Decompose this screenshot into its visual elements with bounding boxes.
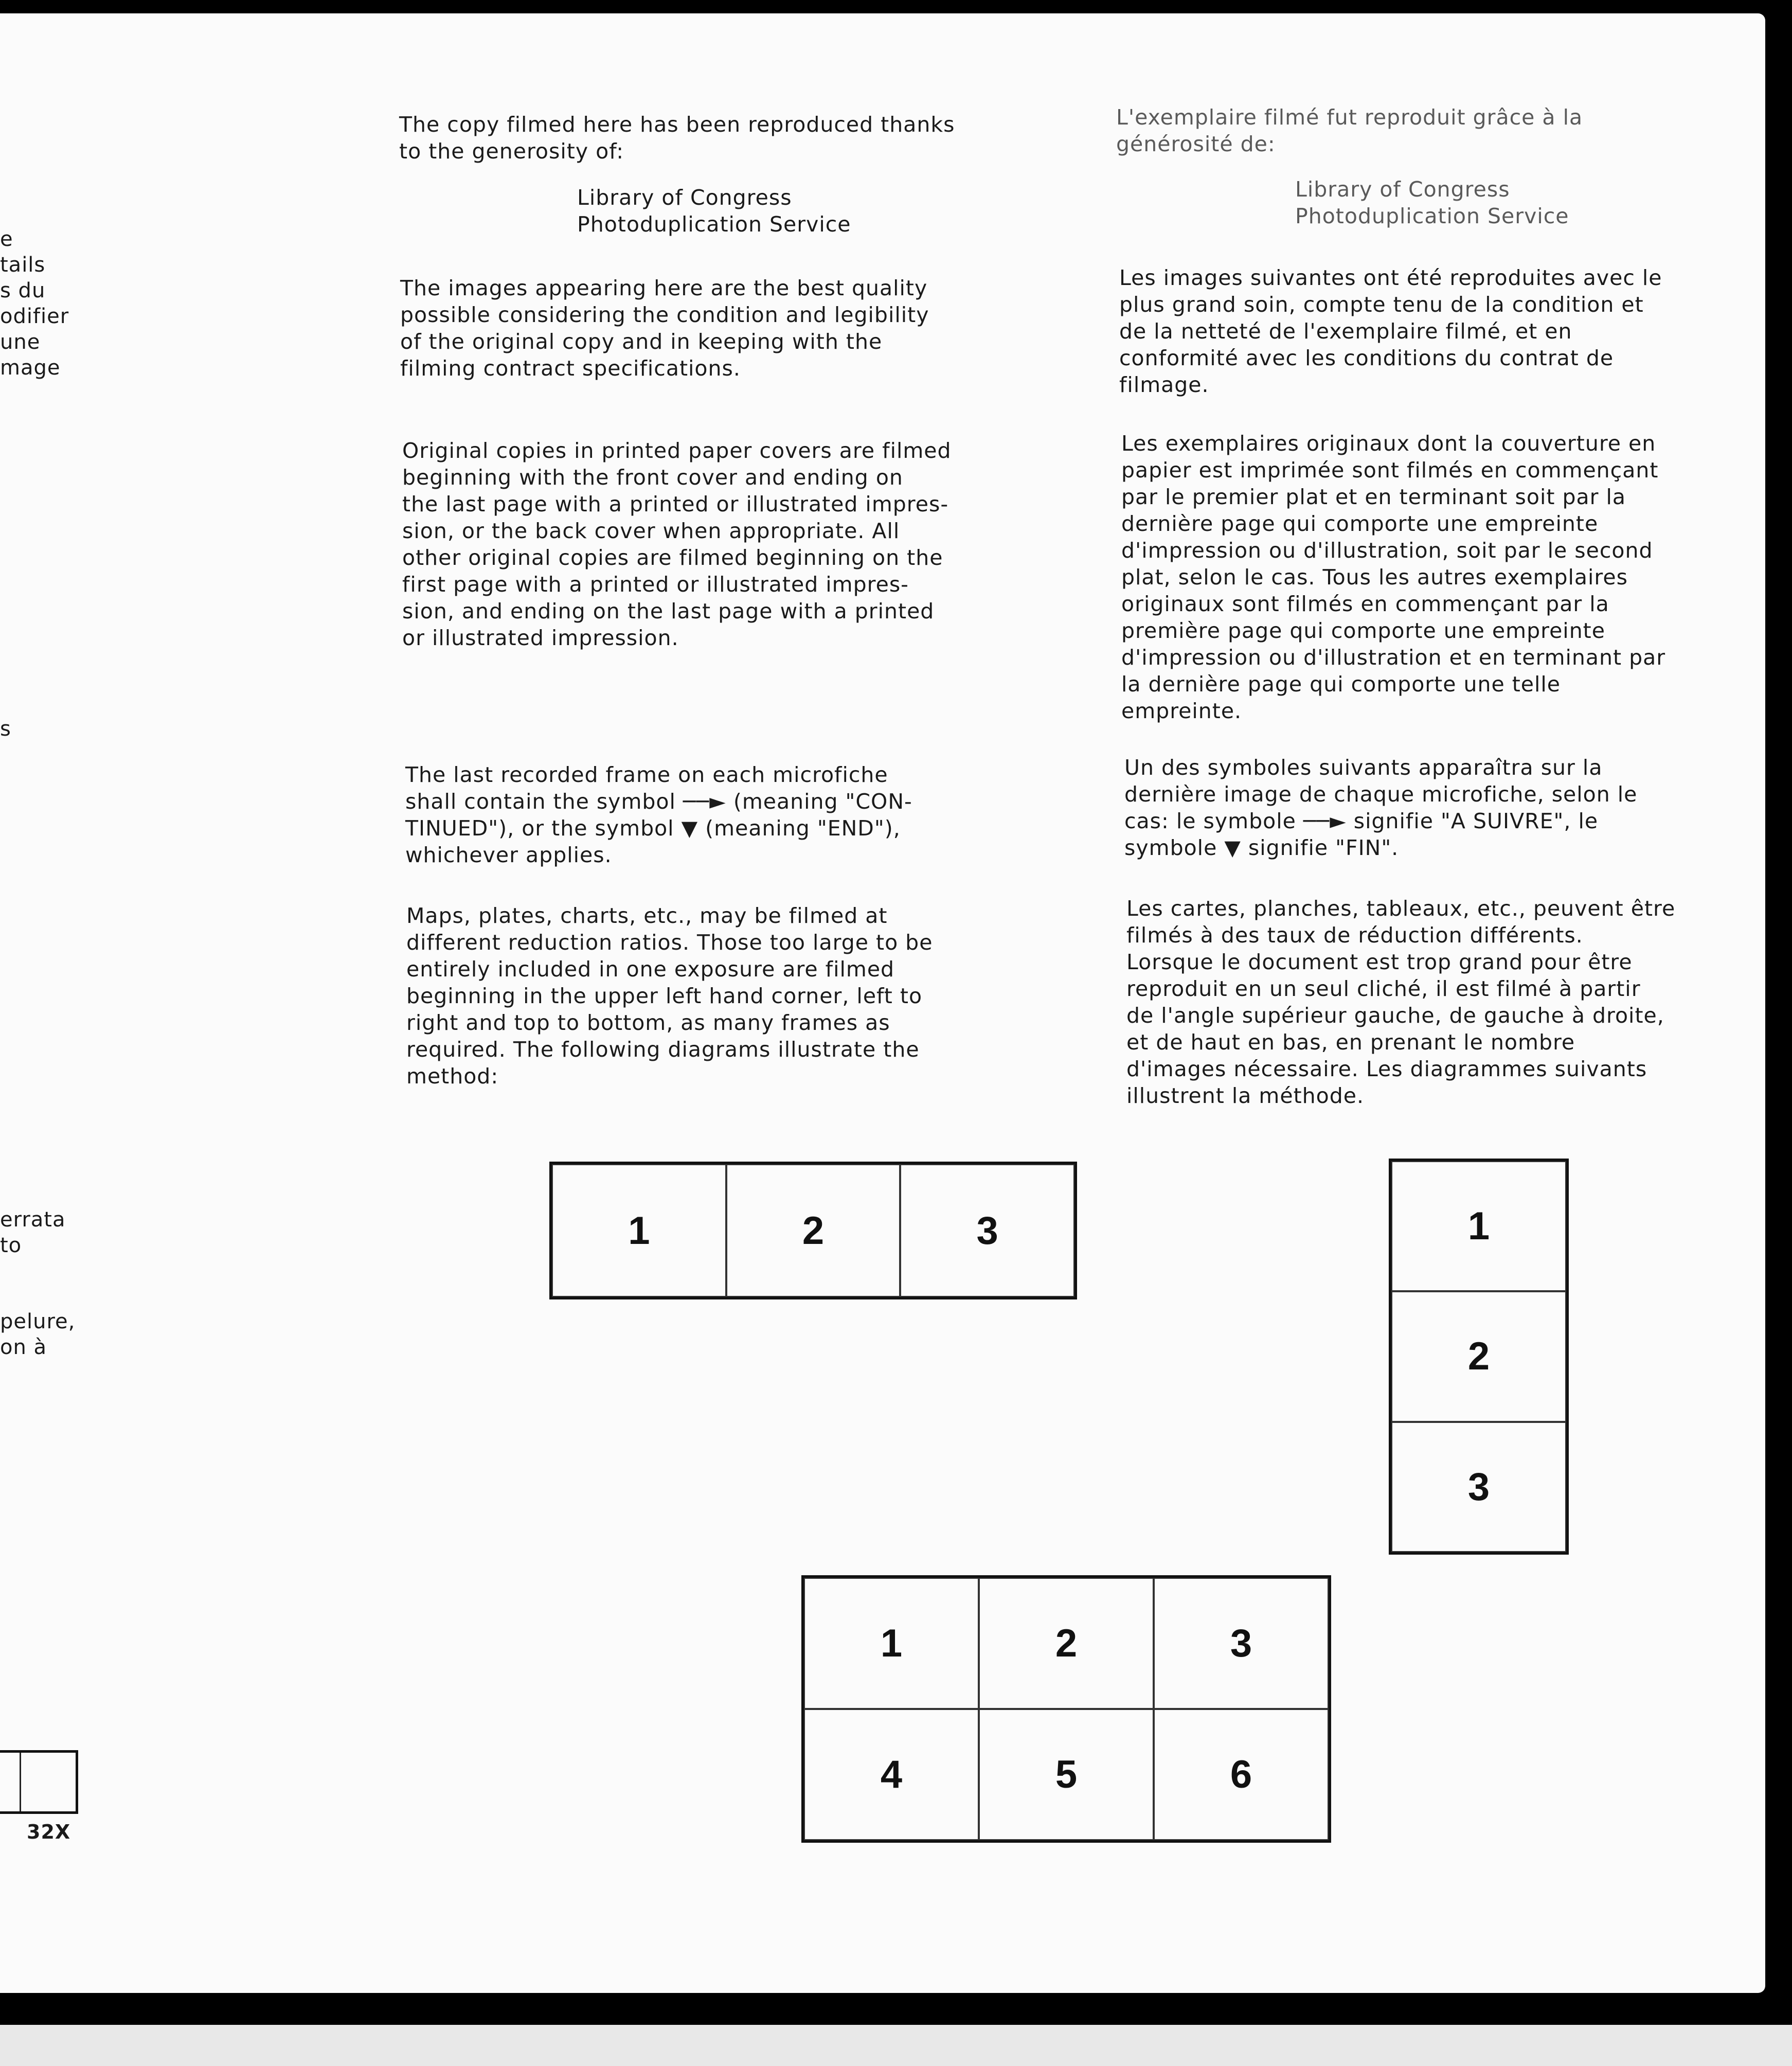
english-images-paragraph: The images appearing here are the best quality possible considering the condition and legibility of the original copy and in keeping with the filming contract specifications.: [400, 276, 929, 381]
frame-cell: 3: [900, 1164, 1074, 1297]
frame-cell: 4: [804, 1709, 979, 1840]
reduction-box: [0, 1750, 78, 1814]
frame-cell: 2: [726, 1164, 901, 1297]
english-covers-paragraph: Original copies in printed paper covers are filmed beginning with the front cover and ending on the last page with a printed or illustrated impres- sion, or the back cover when appropriate. All other original copies are filmed beginning on the first page with a printed or illustrated impres- sion, and ending on the last page with a printed or illustrated impression.: [402, 438, 952, 650]
left-fragment-lower: errata to: [0, 1208, 66, 1257]
left-fragment-middle: s: [0, 717, 11, 741]
diagram-horizontal-strip: [549, 1162, 1077, 1299]
frame-cell: 1: [1391, 1161, 1566, 1291]
diagram-grid: [801, 1575, 1331, 1843]
french-maps-paragraph: Les cartes, planches, tableaux, etc., peuvent être filmés à des taux de réduction différents. Lorsque le document est trop grand pour être reproduit en un seul cliché, il est filmé à partir de l'angle supérieur gauche, de gauche à droite, et de haut en bas, en prenant le nombre d'images nécessaire. Les diagrammes suivants illustrent la méthode.: [1126, 896, 1676, 1108]
left-fragment-lower2: pelure, on à: [0, 1310, 76, 1359]
french-images-paragraph: Les images suivantes ont été reproduites avec le plus grand soin, compte tenu de la condition et de la netteté de l'exemplaire filmé, et en conformité avec les conditions du contrat de filmage.: [1119, 265, 1662, 397]
frame-cell: 2: [1391, 1291, 1566, 1421]
reduction-label: 32X: [27, 1821, 71, 1843]
diagram-vertical-strip: [1389, 1159, 1569, 1555]
frame-cell: 3: [1154, 1578, 1329, 1709]
english-intro: The copy filmed here has been reproduced thanks to the generosity of:: [399, 112, 955, 164]
frame-cell: 1: [552, 1164, 726, 1297]
english-institution: Library of Congress Photoduplication Service: [577, 185, 851, 237]
frame-cell: 5: [979, 1709, 1154, 1840]
bottom-strip: [0, 2025, 1792, 2066]
english-maps-paragraph: Maps, plates, charts, etc., may be filmed at different reduction ratios. Those too large to be entirely included in one exposure are filmed beginning in the upper left hand corner, left to right and top to bottom, as many frames as required. The following diagrams illustrate the method:: [406, 903, 933, 1089]
english-last-frame-paragraph: The last recorded frame on each microfiche shall contain the symbol ──► (meaning "CON- TINUED"), or the symbol ▼ (meaning "END"), whichever applies.: [405, 762, 912, 867]
french-covers-paragraph: Les exemplaires originaux dont la couverture en papier est imprimée sont filmés en commençant par le premier plat et en terminant soit par la dernière page qui comporte une empreinte d'impression ou d'illustration, soit par le second plat, selon le cas. Tous les autres exemplaires originaux sont filmés en commençant par la première page qui comporte une empreinte d'impression ou d'illustration et en terminant par la dernière page qui comporte une telle empreinte.: [1121, 431, 1666, 723]
frame-cell: 6: [1154, 1709, 1329, 1840]
frame-cell: 3: [1391, 1422, 1566, 1552]
french-institution: Library of Congress Photoduplication Service: [1295, 177, 1569, 228]
frame-cell: 1: [804, 1578, 979, 1709]
frame-cell: 2: [979, 1578, 1154, 1709]
left-fragment-top: e tails s du odifier une mage: [0, 227, 69, 380]
french-intro: L'exemplaire filmé fut reproduit grâce à la générosité de:: [1116, 105, 1583, 156]
french-last-frame-paragraph: Un des symboles suivants apparaîtra sur la dernière image de chaque microfiche, selon le cas: le symbole ──► signifie "A SUIVRE", le symbole ▼ signifie "FIN".: [1124, 755, 1638, 860]
